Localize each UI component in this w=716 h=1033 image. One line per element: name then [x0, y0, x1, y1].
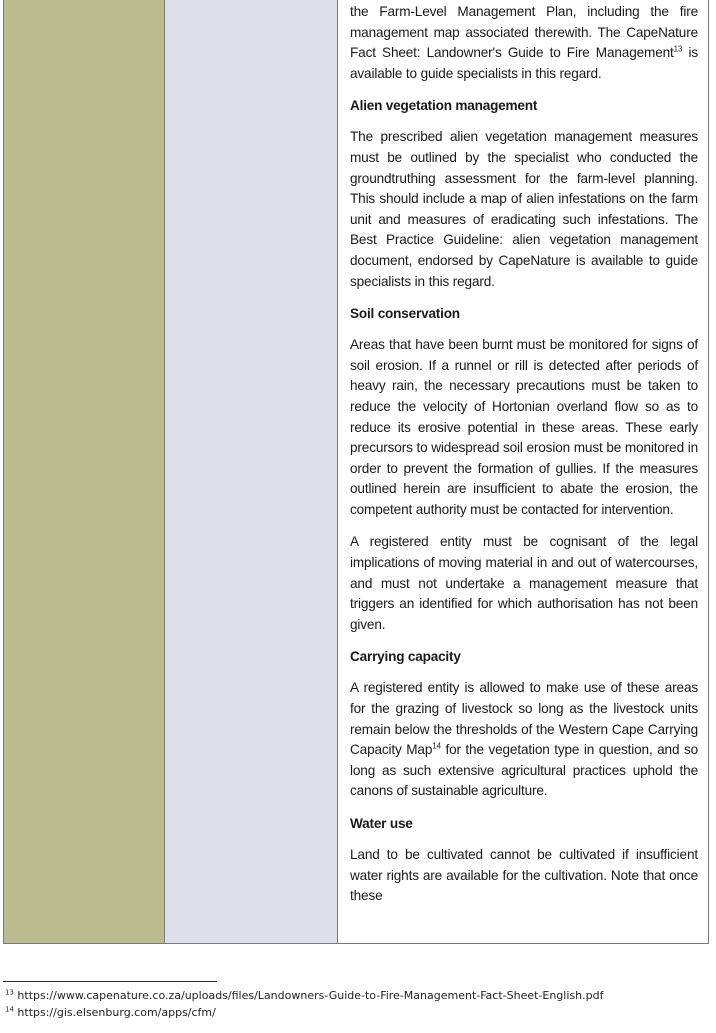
paragraph-watercourses: A registered entity must be cognisant of the legal implications of moving material in and out of watercourses, and must not undertake a management measure that triggers an identified for which authorisation has not been given. [350, 534, 698, 632]
paragraph-fire-management: the Farm-Level Management Plan, including the fire management map associated therewith. The CapeNature Fact Sheet: Landowner's Guide to Fire Management$^{13}$ is available to guide specialists in this regard. [350, 4, 698, 81]
content-table [3, 0, 709, 944]
table-column-1 [4, 0, 165, 943]
heading-alien-vegetation: Alien vegetation management [350, 98, 538, 114]
paragraph-soil-erosion: Areas that have been burnt must be monitored for signs of soil erosion. If a runnel or rill is detected after periods of heavy rain, the necessary precautions must be taken to reduce the velocity of Hortonian overland flow so as to reduce its erosive potential in these areas. These early precursors to widespread soil erosion must be monitored in order to prevent the formation of gullies. If the measures outlined herein are insufficient to abate the erosion, the competent authority must be contacted for intervention. [350, 337, 698, 517]
table-column-3 [338, 0, 708, 943]
heading-carrying-capacity: Carrying capacity [350, 649, 461, 665]
paragraph-carrying-capacity: A registered entity is allowed to make use of these areas for the grazing of livestock so long as the livestock units remain below the thresholds of the Western Cape Carrying Capacity Map$^{14}$ for the vegetation type in question, and so long as such extensive agricultural practices uphold the canons of sustainable agriculture. [350, 680, 699, 799]
footnote-13-link[interactable]: https://www.capenature.co.za/uploads/files/Landowners-Guide-to-Fire-Management-Fact-Sheet-English.pdf [13, 989, 604, 1002]
footnote-14: $^{14}$ https://gis.elsenburg.com/apps/cfm/ [5, 1005, 216, 1019]
heading-water-use: Water use [350, 816, 413, 831]
footnote-divider [3, 981, 217, 982]
heading-soil-conservation: Soil conservation [350, 306, 460, 322]
footnote-14-link[interactable]: https://gis.elsenburg.com/apps/cfm/ [13, 1006, 216, 1019]
table-column-2 [165, 0, 338, 943]
paragraph-water-use: Land to be cultivated cannot be cultivated if insufficient water rights are available for the cultivation. Note that once these [350, 847, 698, 904]
paragraph-alien-vegetation: The prescribed alien vegetation management measures must be outlined by the specialist who conducted the groundtruthing assessment for the farm-level planning. This should include a map of alien infestations on the farm unit and measures of eradicating such infestations. The Best Practice Guideline: alien vegetation management document, endorsed by CapeNature is available to guide specialists in this regard. [350, 129, 698, 289]
footnote-13: $^{13}$ https://www.capenature.co.za/uploads/files/Landowners-Guide-to-Fire-Management-Fact-Sheet-English.pdf [5, 988, 604, 1002]
